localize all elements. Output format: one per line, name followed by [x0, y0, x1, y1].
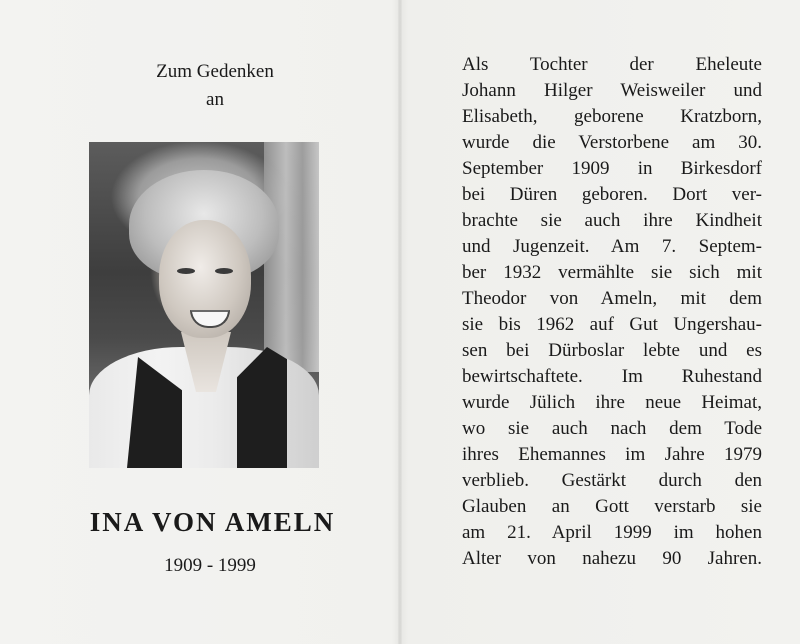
biography-line: wurde die Verstorbene am 30.	[462, 132, 762, 153]
biography-line: Elisabeth, geborene Kratzborn,	[462, 106, 762, 127]
biography-line: und Jugenzeit. Am 7. Septem-	[462, 236, 762, 257]
heading-line-1: Zum Gedenken	[156, 61, 274, 82]
biography-line: September 1909 in Birkesdorf	[462, 158, 762, 179]
photo-curtain	[264, 142, 319, 372]
biography-line: bei Düren geboren. Dort ver-	[462, 184, 762, 205]
biography-line: wurde Jülich ihre neue Heimat,	[462, 392, 762, 413]
photo-eye-right	[215, 268, 233, 274]
heading-line-2: an	[206, 89, 224, 110]
biography-text	[462, 52, 762, 572]
life-dates: 1909 - 1999	[164, 555, 256, 576]
biography-line: verblieb. Gestärkt durch den	[462, 470, 762, 491]
biography-line: Als Tochter der Eheleute	[462, 54, 762, 75]
deceased-name: INA VON AMELN	[89, 507, 336, 537]
portrait-photo	[89, 142, 319, 468]
biography-line: Glauben an Gott verstarb sie	[462, 496, 762, 517]
biography-line: ber 1932 vermählte sie sich mit	[462, 262, 762, 283]
biography-line: bewirtschaftete. Im Ruhestand	[462, 366, 762, 387]
biography-line: sen bei Dürboslar lebte und es	[462, 340, 762, 361]
biography-line: Alter von nahezu 90 Jahren.	[462, 548, 762, 569]
biography-line: am 21. April 1999 im hohen	[462, 522, 762, 543]
biography-line: brachte sie auch ihre Kindheit	[462, 210, 762, 231]
biography-line: Johann Hilger Weisweiler und	[462, 80, 762, 101]
biography-line: sie bis 1962 auf Gut Ungershau-	[462, 314, 762, 335]
biography-line: wo sie auch nach dem Tode	[462, 418, 762, 439]
biography-line: Theodor von Ameln, mit dem	[462, 288, 762, 309]
photo-eye-left	[177, 268, 195, 274]
biography-line: ihres Ehemannes im Jahre 1979	[462, 444, 762, 465]
